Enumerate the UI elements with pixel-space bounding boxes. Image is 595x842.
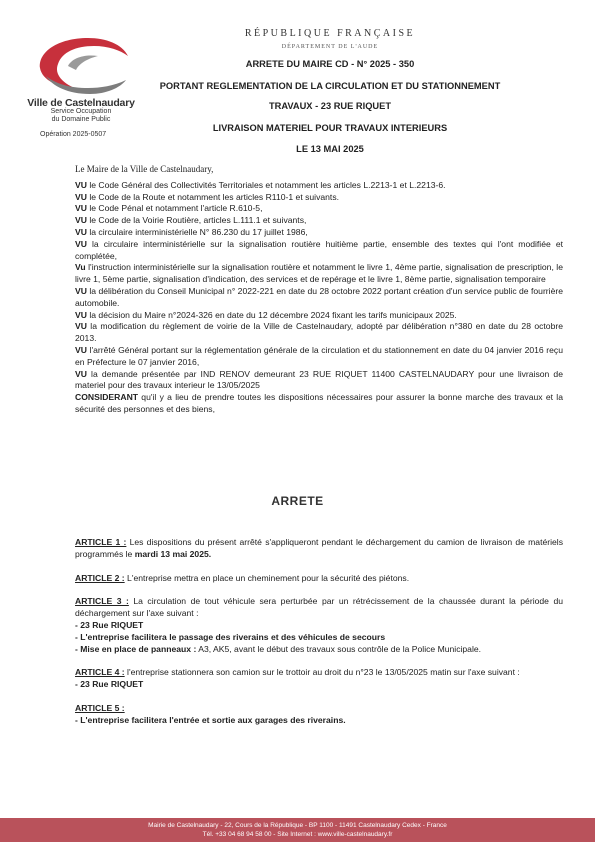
footer-contact: Tél. +33 04 68 94 58 00 - Site Internet : www.ville-castelnaudary.fr [202,831,393,838]
city-logo [28,30,134,100]
article-5-item: - L'entreprise facilitera l'entrée et sortie aux garages des riverains. [75,714,346,725]
article-1: ARTICLE 1 : Les dispositions du présent arrêté s'appliqueront pendant le déchargement du camion de livraison de matériels programmés le mardi 13 mai 2025. [75,537,563,559]
operation-number: Opération 2025-0507 [40,131,107,138]
vu-clause: VU la circulaire interministérielle N° 86.230 du 17 juillet 1986, [75,226,308,237]
republique-heading: RÉPUBLIQUE FRANÇAISE [244,28,416,39]
works-description: LIVRAISON MATERIEL POUR TRAVAUX INTERIEURS [212,123,448,133]
article-3: ARTICLE 3 : La circulation de tout véhicule sera perturbée par un rétrécissement de la chaussée durant la période du déchargement sur l'axe suivant : [75,596,563,619]
works-location: TRAVAUX - 23 RUE RIQUET [268,101,392,111]
vu-clause: VU le Code de la Voirie Routière, articles L.111.1 et suivants, [75,215,307,226]
service-name: Service Occupation du Domaine Public [50,108,112,124]
arrete-reference: ARRETE DU MAIRE CD - N° 2025 - 350 [245,59,415,69]
article-3-item: - 23 Rue RIQUET [75,619,144,630]
vu-clause: VU l'arrêté Général portant sur la réglementation générale de la circulation et du stationnement en date du 04 janvier 2016 reçu en Préfecture le 07 janvier 2016, [75,344,563,367]
mayor-line: Le Maire de la Ville de Castelnaudary, [75,164,214,174]
vu-clause: VU la décision du Maire n°2024-326 en date du 12 décembre 2024 fixant les tarifs municipaux 2025. [75,309,457,320]
vu-clause: VU le Code Pénal et notamment l'article R.610-5, [75,203,263,214]
vu-clause: VU la demande présentée par IND RENOV demeurant 23 RUE RIQUET 11400 CASTELNAUDARY pour une livraison de materiel pour des travaux interieur le 13/05/2025 [75,368,563,391]
footer-address: Mairie de Castelnaudary - 22, Cours de la République - BP 1100 - 11491 Castelnaudary Cedex - France [148,822,447,829]
preamble [75,164,563,416]
article-4: ARTICLE 4 : l'entreprise stationnera son camion sur le trottoir au droit du n°23 le 13/05/2025 matin sur l'axe suivant : [75,667,520,678]
article-3-item: - Mise en place de panneaux : A3, AK5, avant le début des travaux sous contrôle de la Police Municipale. [75,643,482,654]
vu-clause: VU le Code Général des Collectivités Territoriales et notamment les articles L.2213-1 et L.2213-6. [75,179,446,190]
departement-heading: DÉPARTEMENT DE L'AUDE [281,44,379,50]
arrete-heading: ARRETE [271,494,324,508]
document-title: PORTANT REGLEMENTATION DE LA CIRCULATION ET DU STATIONNEMENT [159,81,501,91]
footer-band [0,818,595,842]
city-name: Ville de Castelnaudary [27,97,135,109]
vu-clause: VU la délibération du Conseil Municipal n° 2022-221 en date du 28 octobre 2022 portant création d'un service public de fourrière automobile. [75,285,563,308]
vu-clause: Vu l'instruction interministérielle sur la signalisation routière et notamment le livre 1, 4ème partie, signalisation de prescription, le livre 1, 5ème partie, signalisation d'indication, des services et de repérage et le livre 1, 8ème partie, signalisation temporaire [75,262,563,285]
document-date: LE 13 MAI 2025 [296,144,364,154]
article-2: ARTICLE 2 : L'entreprise mettra en place un cheminement pour la sécurité des piétons. [75,572,410,583]
article-3-item: - L'entreprise facilitera le passage des riverains et des véhicules de secours [75,631,386,642]
vu-clause: VU la circulaire interministérielle sur la signalisation routière huitième partie, ensemble des textes qui l'ont modifiée et complétée, [75,238,563,261]
article-4-item: - 23 Rue RIQUET [75,679,144,690]
considerant-clause: CONSIDERANT qu'il y a lieu de prendre toutes les dispositions nécessaires pour assurer la bonne marche des travaux et la sécurité des personnes et des biens, [75,392,563,414]
article-5: ARTICLE 5 : [75,702,125,713]
articles [75,537,563,727]
vu-clause: VU la modification du règlement de voirie de la Ville de Castelnaudary, adopté par délibération n°380 en date du 28 octobre 2013. [75,321,563,344]
vu-clause: VU le Code de la Route et notamment les articles R110-1 et suivants. [75,191,340,202]
